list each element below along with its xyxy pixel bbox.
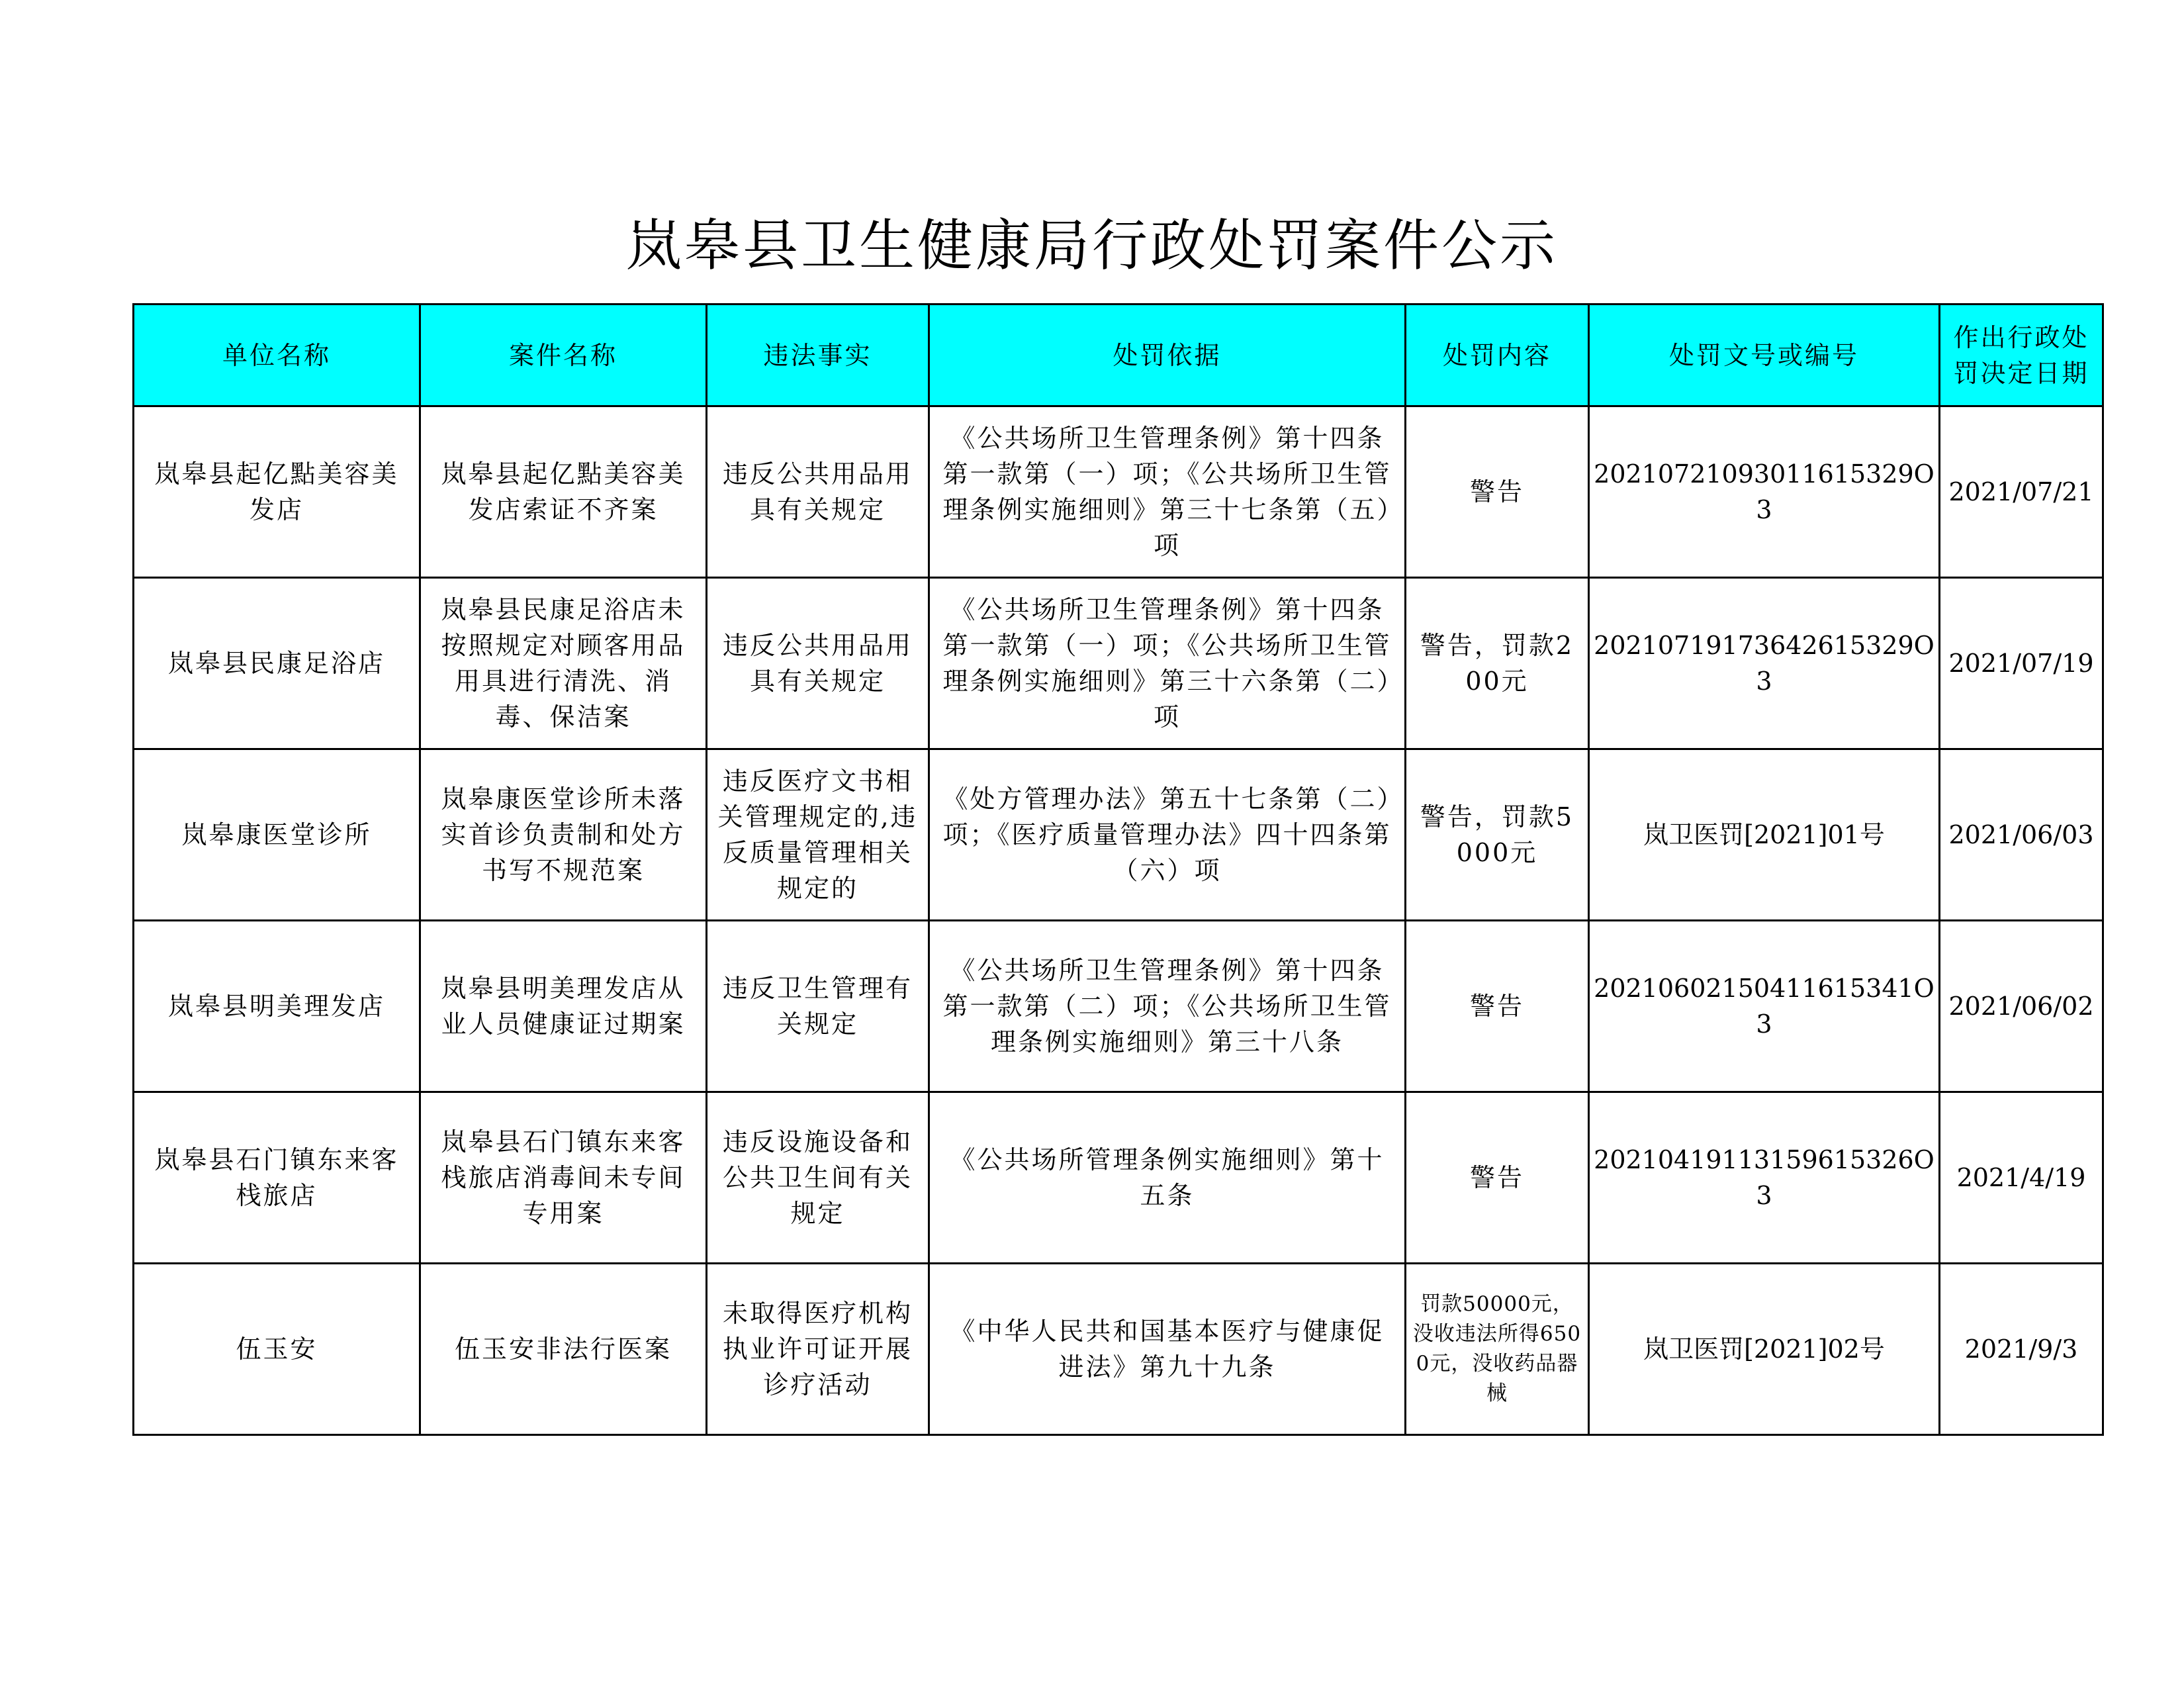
document-number-cell: 岚卫医罚[2021]02号 [1589, 1264, 1940, 1435]
penalty-content-cell: 警告 [1406, 406, 1589, 578]
decision-date-cell: 2021/07/19 [1940, 578, 2103, 749]
violation-fact-cell: 违反医疗文书相关管理规定的,违反质量管理相关规定的 [707, 749, 929, 921]
case-name-cell: 岚皋县明美理发店从业人员健康证过期案 [420, 921, 707, 1092]
penalty-content-cell: 警告 [1406, 1092, 1589, 1264]
penalty-basis-cell: 《公共场所卫生管理条例》第十四条第一款第（一）项；《公共场所卫生管理条例实施细则》第三十六条第（二）项 [929, 578, 1406, 749]
violation-fact-cell: 违反卫生管理有关规定 [707, 921, 929, 1092]
header-document-number: 处罚文号或编号 [1589, 305, 1940, 406]
page-title: 岚皋县卫生健康局行政处罚案件公示 [625, 213, 1558, 278]
violation-fact-cell: 违反公共用品用具有关规定 [707, 406, 929, 578]
table-row [134, 1092, 2103, 1264]
table-row [134, 921, 2103, 1092]
penalty-basis-cell: 《处方管理办法》第五十七条第（二）项；《医疗质量管理办法》四十四条第（六）项 [929, 749, 1406, 921]
table-row [134, 1264, 2103, 1435]
decision-date-cell: 2021/06/02 [1940, 921, 2103, 1092]
violation-fact-cell: 违反公共用品用具有关规定 [707, 578, 929, 749]
penalty-basis-cell: 《中华人民共和国基本医疗与健康促进法》第九十九条 [929, 1264, 1406, 1435]
penalty-basis-cell: 《公共场所卫生管理条例》第十四条第一款第（一）项；《公共场所卫生管理条例实施细则》第三十七条第（五）项 [929, 406, 1406, 578]
table-row [134, 406, 2103, 578]
document-number-cell: 岚卫医罚[2021]01号 [1589, 749, 1940, 921]
document-number-cell: 20210721093011615329O3 [1589, 406, 1940, 578]
penalty-cases-table [132, 303, 2104, 1436]
unit-name-cell: 岚皋县起亿點美容美发店 [134, 406, 420, 578]
case-name-cell: 伍玉安非法行医案 [420, 1264, 707, 1435]
penalty-basis-cell: 《公共场所卫生管理条例》第十四条第一款第（二）项；《公共场所卫生管理条例实施细则》第三十八条 [929, 921, 1406, 1092]
case-name-cell: 岚皋县民康足浴店未按照规定对顾客用品用具进行清洗、消毒、保洁案 [420, 578, 707, 749]
unit-name-cell: 岚皋县明美理发店 [134, 921, 420, 1092]
violation-fact-cell: 违反设施设备和公共卫生间有关规定 [707, 1092, 929, 1264]
decision-date-cell: 2021/06/03 [1940, 749, 2103, 921]
case-name-cell: 岚皋康医堂诊所未落实首诊负责制和处方书写不规范案 [420, 749, 707, 921]
case-name-cell: 岚皋县石门镇东来客栈旅店消毒间未专间专用案 [420, 1092, 707, 1264]
penalty-basis-cell: 《公共场所管理条例实施细则》第十五条 [929, 1092, 1406, 1264]
document-number-cell: 20210719173642615329O3 [1589, 578, 1940, 749]
header-unit-name: 单位名称 [134, 305, 420, 406]
table-header-row [134, 305, 2103, 406]
decision-date-cell: 2021/9/3 [1940, 1264, 2103, 1435]
decision-date-cell: 2021/4/19 [1940, 1092, 2103, 1264]
unit-name-cell: 岚皋县民康足浴店 [134, 578, 420, 749]
unit-name-cell: 伍玉安 [134, 1264, 420, 1435]
table-row [134, 749, 2103, 921]
penalty-content-cell: 警告，罚款5000元 [1406, 749, 1589, 921]
header-case-name: 案件名称 [420, 305, 707, 406]
penalty-content-cell: 罚款50000元，没收违法所得6500元，没收药品器械 [1406, 1264, 1589, 1435]
violation-fact-cell: 未取得医疗机构执业许可证开展诊疗活动 [707, 1264, 929, 1435]
header-decision-date: 作出行政处罚决定日期 [1940, 305, 2103, 406]
header-penalty-basis: 处罚依据 [929, 305, 1406, 406]
unit-name-cell: 岚皋县石门镇东来客栈旅店 [134, 1092, 420, 1264]
penalty-content-cell: 警告 [1406, 921, 1589, 1092]
decision-date-cell: 2021/07/21 [1940, 406, 2103, 578]
header-violation-fact: 违法事实 [707, 305, 929, 406]
case-name-cell: 岚皋县起亿點美容美发店索证不齐案 [420, 406, 707, 578]
penalty-content-cell: 警告，罚款200元 [1406, 578, 1589, 749]
document-number-cell: 20210419113159615326O3 [1589, 1092, 1940, 1264]
table-row [134, 578, 2103, 749]
document-number-cell: 20210602150411615341O3 [1589, 921, 1940, 1092]
header-penalty-content: 处罚内容 [1406, 305, 1589, 406]
unit-name-cell: 岚皋康医堂诊所 [134, 749, 420, 921]
